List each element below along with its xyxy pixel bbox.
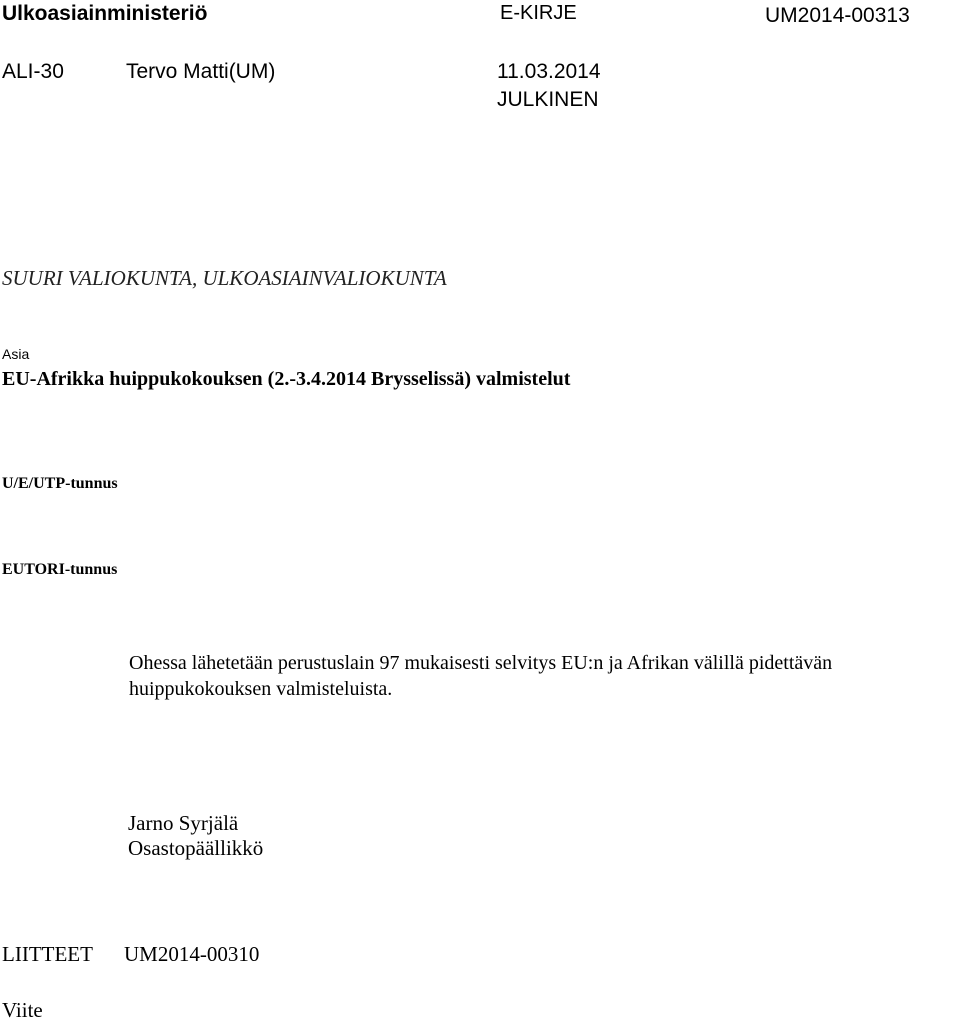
body-paragraph: Ohessa lähetetään perustuslain 97 mukaisesti selvitys EU:n ja Afrikan välillä pidettävän huippukokouksen valmisteluista. [129, 652, 833, 700]
subject-title: EU-Afrikka huippukokouksen (2.-3.4.2014 Brysselissä) valmistelut [2, 368, 571, 390]
author-name: Tervo Matti(UM) [126, 60, 276, 83]
document-id: UM2014-00313 [765, 4, 910, 27]
unit-code: ALI-30 [2, 60, 64, 83]
document-date: 11.03.2014 [497, 60, 601, 83]
signature-name: Jarno Syrjälä [128, 811, 239, 835]
reference-label: Viite [2, 998, 43, 1022]
utp-id-label: U/E/UTP-tunnus [2, 475, 118, 492]
classification-label: JULKINEN [497, 88, 599, 111]
attachments-value: UM2014-00310 [124, 942, 260, 966]
signature-title: Osastopäällikkö [128, 836, 264, 860]
attachments-label: LIITTEET [2, 942, 93, 966]
recipients: SUURI VALIOKUNTA, ULKOASIAINVALIOKUNTA [2, 266, 447, 290]
document-type: E-KIRJE [500, 2, 577, 24]
eutori-id-label: EUTORI-tunnus [2, 561, 118, 578]
subject-label: Asia [2, 346, 30, 362]
ministry-name: Ulkoasiainministeriö [2, 2, 208, 25]
